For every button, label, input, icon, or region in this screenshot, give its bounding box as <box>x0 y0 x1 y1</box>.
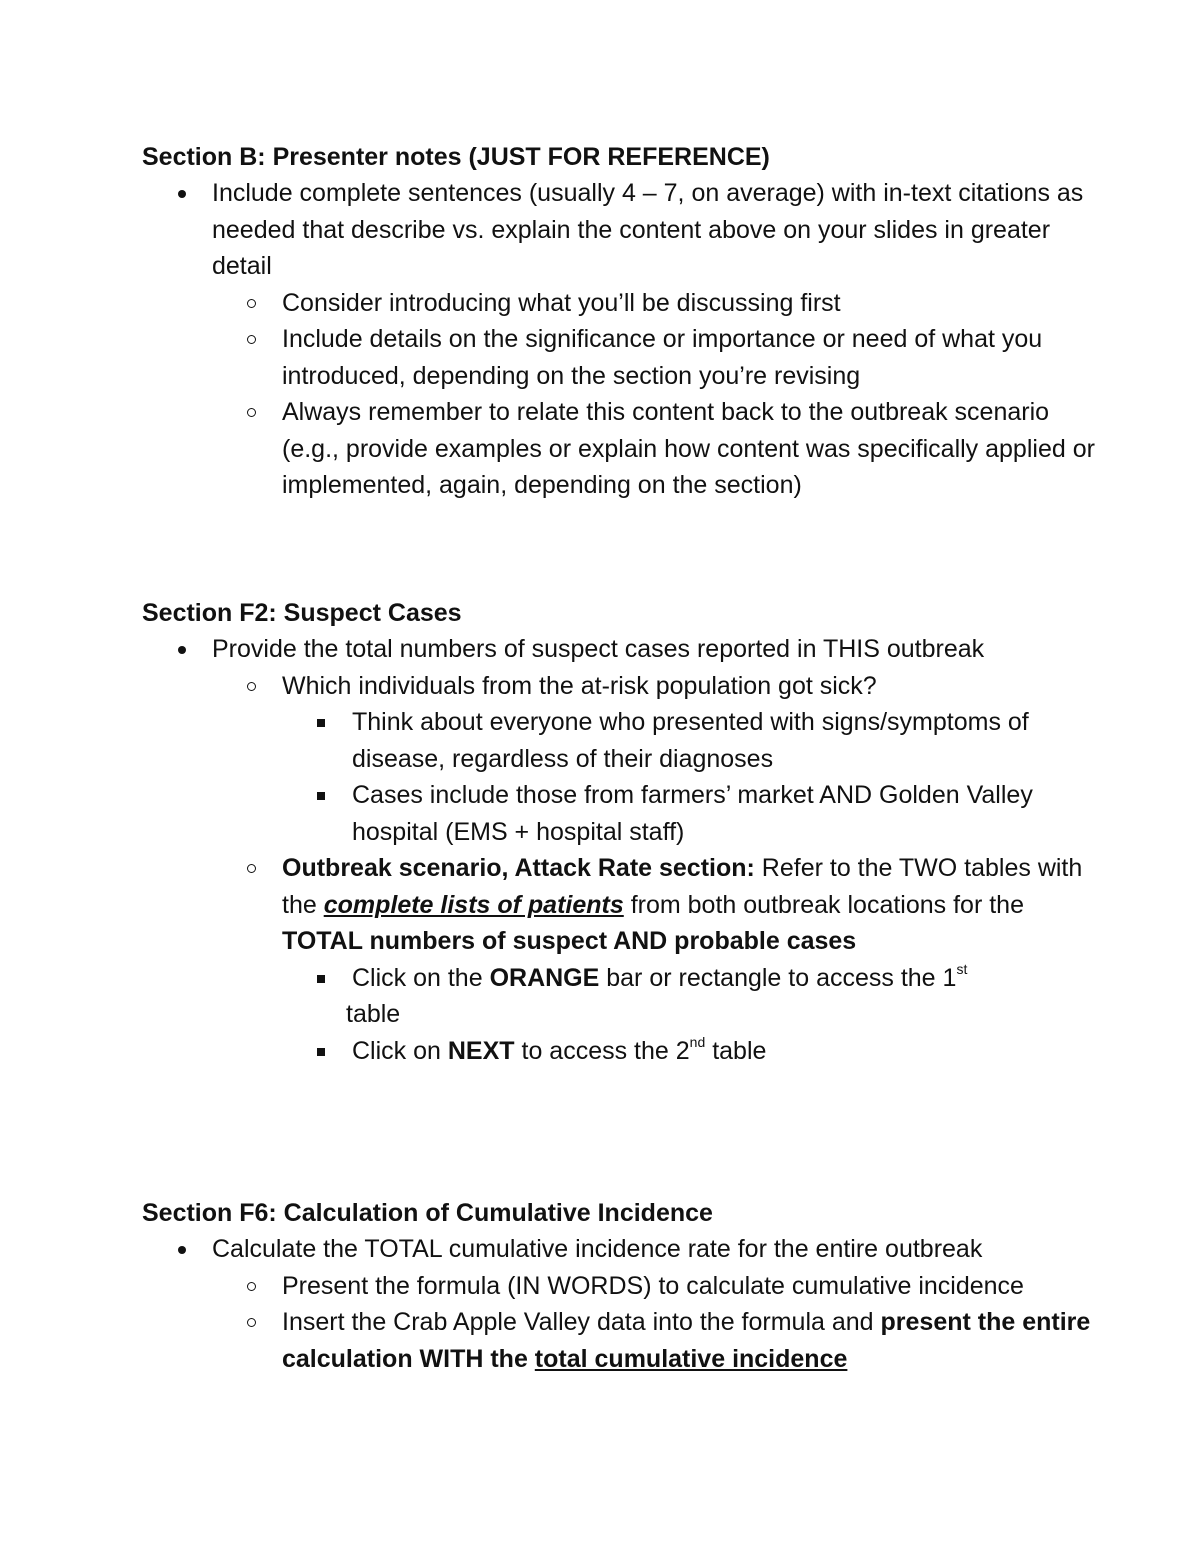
list-item <box>142 1231 1102 1377</box>
sub-list <box>142 1268 1102 1378</box>
bullet-dot-icon <box>178 1246 186 1254</box>
list-item-text: Refer to the TWO tables with the <box>282 854 1083 919</box>
list-item-text: Include complete sentences (usually 4 – 7, on average) with in-text citations as needed that describe vs. explain the content above on your slides in greater detail <box>212 179 1084 280</box>
orange-emphasis: ORANGE <box>489 963 600 992</box>
section-f6-list <box>142 1231 1102 1377</box>
sub-list <box>142 668 1102 1070</box>
list-item <box>212 850 1102 1069</box>
section-b-heading: Section B: Presenter notes (JUST FOR REFERENCE) <box>142 143 770 171</box>
section-b-list <box>142 175 1102 504</box>
bullet-circle-icon <box>247 864 256 873</box>
list-item-text: from both outbreak locations for the <box>623 890 1024 919</box>
section-f6 <box>142 1195 1102 1377</box>
list-item-text: Click on <box>352 1036 448 1065</box>
list-item-text: Think about everyone who presented with signs/symptoms of disease, regardless of their diagnoses <box>352 708 1029 773</box>
section-b <box>142 139 1102 504</box>
list-item <box>142 175 1102 504</box>
list-item-text: Always remember to relate this content back to the outbreak scenario (e.g., provide examples or explain how content was specifically applied or implemented, again, depending on the section) <box>282 398 1095 499</box>
list-item <box>212 1304 1102 1377</box>
list-item-text: to access the 2 <box>514 1036 690 1065</box>
sub-list <box>142 285 1102 504</box>
ordinal-suffix: nd <box>689 1033 706 1050</box>
list-item-text: Click on the <box>352 963 490 992</box>
bullet-dot-icon <box>178 190 186 198</box>
bullet-circle-icon <box>247 1318 256 1327</box>
attack-rate-label: Outbreak scenario, Attack Rate section: <box>282 854 755 882</box>
total-incidence-emphasis: total cumulative incidence <box>534 1344 848 1373</box>
section-f6-heading: Section F6: Calculation of Cumulative Incidence <box>142 1199 713 1227</box>
list-item <box>282 704 1102 777</box>
list-item-text: Insert the Crab Apple Valley data into the formula and <box>282 1308 881 1336</box>
sub-sub-list <box>212 704 1102 850</box>
list-item-text: table <box>705 1036 767 1065</box>
patients-lists-emphasis: complete lists of patients <box>323 890 624 919</box>
section-f2-heading: Section F2: Suspect Cases <box>142 599 462 627</box>
next-emphasis: NEXT <box>447 1036 515 1065</box>
list-item <box>142 631 1102 1069</box>
list-item <box>212 321 1102 394</box>
list-item <box>282 960 1102 1033</box>
bullet-circle-icon <box>247 1282 256 1291</box>
bullet-square-icon <box>317 792 325 800</box>
bullet-circle-icon <box>247 682 256 691</box>
bullet-square-icon <box>317 975 325 983</box>
list-item-text: Include details on the significance or importance or need of what you introduced, depending on the section you’re revising <box>282 325 1043 390</box>
bullet-circle-icon <box>247 408 256 417</box>
list-item-text: Consider introducing what you’ll be discussing first <box>282 288 841 317</box>
list-item-text: Cases include those from farmers’ market AND Golden Valley hospital (EMS + hospital staff) <box>352 781 1033 846</box>
list-item-text: Present the formula (IN WORDS) to calculate cumulative incidence <box>282 1271 1024 1300</box>
sub-sub-list <box>212 960 1102 1070</box>
bullet-circle-icon <box>247 335 256 344</box>
list-item-text: Calculate the TOTAL cumulative incidence rate for the entire outbreak <box>212 1235 983 1263</box>
list-item <box>212 285 1102 322</box>
section-f2 <box>142 595 1102 1069</box>
list-item <box>212 394 1102 504</box>
bullet-dot-icon <box>178 646 186 654</box>
bullet-square-icon <box>317 1048 325 1056</box>
list-item <box>212 1268 1102 1305</box>
total-numbers-emphasis: TOTAL numbers of suspect AND probable cases <box>282 927 857 955</box>
bullet-circle-icon <box>247 299 256 308</box>
list-item <box>282 1033 1102 1070</box>
list-item <box>212 668 1102 851</box>
list-item <box>282 777 1102 850</box>
list-item-text: Which individuals from the at-risk population got sick? <box>282 671 877 700</box>
list-item-text: bar or rectangle to access the 1 <box>599 963 957 992</box>
list-item-text: Provide the total numbers of suspect cases reported in THIS outbreak <box>212 635 985 663</box>
section-f2-list <box>142 631 1102 1069</box>
list-item-text: table <box>346 1000 401 1028</box>
bullet-square-icon <box>317 719 325 727</box>
calculation-emphasis: present the entire calculation WITH the <box>282 1308 1091 1373</box>
ordinal-suffix: st <box>956 960 968 977</box>
